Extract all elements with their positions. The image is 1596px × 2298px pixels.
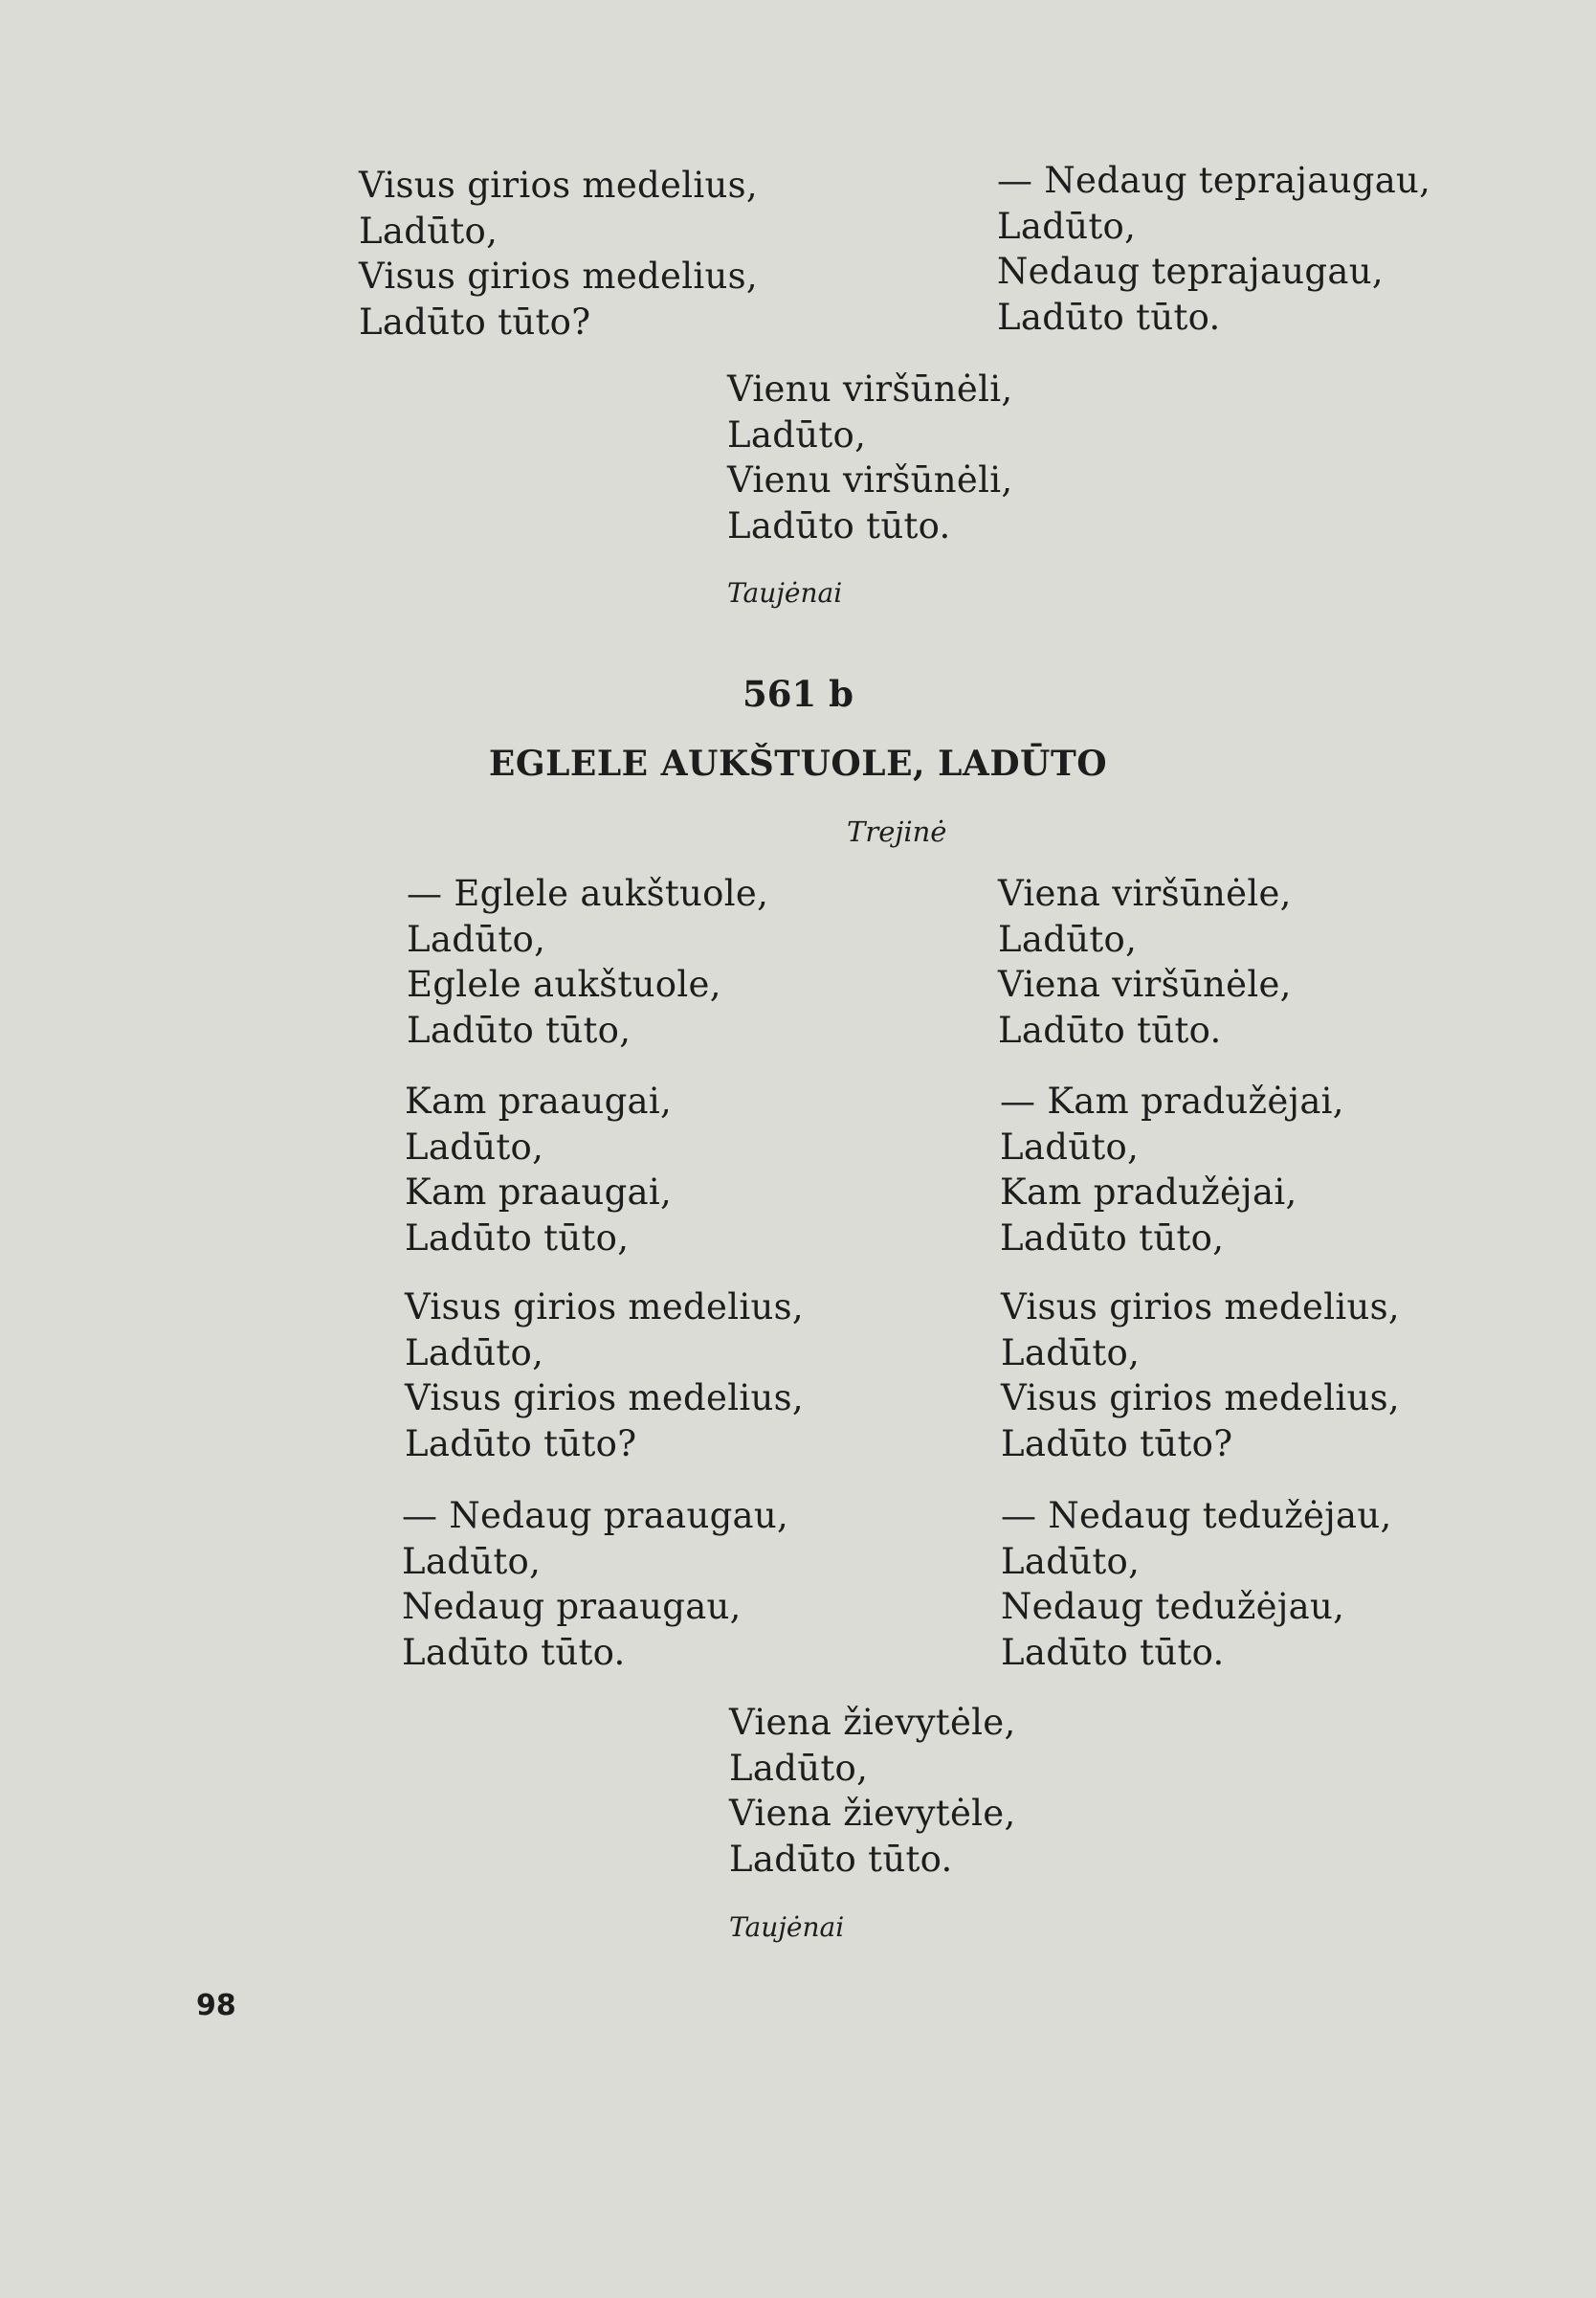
verse-line: Ladūto, bbox=[1000, 1126, 1140, 1168]
verse-line: Visus girios medelius, bbox=[1001, 1377, 1400, 1418]
verse-line: Ladūto tūto? bbox=[405, 1422, 637, 1464]
verse-line: Ladūto, bbox=[727, 413, 867, 456]
stanza-center-final bbox=[729, 1700, 1265, 1882]
stanza-right-2 bbox=[1000, 1079, 1536, 1261]
verse-line: Kam pradužėjai, bbox=[1000, 1171, 1297, 1213]
verse-line: Ladūto tūto. bbox=[729, 1838, 953, 1880]
stanza-left-1 bbox=[407, 871, 942, 1053]
stanza-left-3 bbox=[405, 1284, 941, 1466]
verse-line: Ladūto tūto, bbox=[405, 1216, 630, 1259]
verse-line: Viena žievytėle, bbox=[729, 1702, 1016, 1743]
top-stanza-left bbox=[359, 163, 895, 345]
verse-line: — Kam pradužėjai, bbox=[1000, 1081, 1344, 1122]
verse-line: Nedaug praaugau, bbox=[402, 1586, 742, 1627]
verse-line: Ladūto tūto. bbox=[1001, 1631, 1225, 1673]
verse-line: Kam praaugai, bbox=[405, 1081, 673, 1122]
verse-line: Visus girios medelius, bbox=[359, 165, 758, 206]
verse-line: Viena viršūnėle, bbox=[998, 964, 1292, 1005]
verse-line: — Eglele aukštuole, bbox=[407, 873, 769, 914]
verse-line: Nedaug tedužėjau, bbox=[1001, 1586, 1345, 1627]
top-stanza-center bbox=[727, 367, 1263, 548]
verse-line: Ladūto tūto. bbox=[998, 1009, 1222, 1051]
verse-line: Ladūto tūto. bbox=[997, 296, 1221, 338]
verse-line: Kam praaugai, bbox=[405, 1171, 673, 1213]
verse-line: Vienu viršūnėli, bbox=[727, 459, 1013, 501]
verse-line: Ladūto, bbox=[1001, 1540, 1141, 1582]
location-label: Taujėnai bbox=[727, 577, 843, 609]
verse-line: Ladūto, bbox=[407, 918, 546, 960]
verse-line: Ladūto tūto? bbox=[359, 301, 591, 343]
verse-line: — Nedaug teprajaugau, bbox=[997, 160, 1431, 201]
verse-line: — Nedaug tedužėjau, bbox=[1001, 1495, 1392, 1536]
verse-line: Eglele aukštuole, bbox=[407, 964, 721, 1005]
song-title: EGLELE AUKŠTUOLE, LADŪTO bbox=[488, 744, 1108, 784]
verse-line: Visus girios medelius, bbox=[1001, 1286, 1400, 1327]
song-number: 561 b bbox=[743, 673, 853, 715]
verse-line: Ladūto tūto, bbox=[1000, 1216, 1225, 1259]
top-stanza-right bbox=[997, 158, 1533, 340]
verse-line: Viena viršūnėle, bbox=[998, 873, 1292, 914]
stanza-left-4 bbox=[402, 1493, 938, 1675]
verse-line: Visus girios medelius, bbox=[405, 1377, 804, 1418]
stanza-right-3 bbox=[1001, 1284, 1537, 1466]
verse-line: Ladūto tūto, bbox=[407, 1009, 632, 1051]
stanza-right-1 bbox=[998, 871, 1534, 1053]
verse-line: Visus girios medelius, bbox=[359, 256, 758, 297]
verse-line: Vienu viršūnėli, bbox=[727, 368, 1013, 410]
verse-line: Ladūto, bbox=[997, 205, 1137, 247]
page-number: 98 bbox=[196, 1989, 236, 2022]
verse-line: Ladūto, bbox=[1001, 1331, 1141, 1373]
verse-line: Ladūto, bbox=[405, 1331, 544, 1373]
verse-line: Viena žievytėle, bbox=[729, 1793, 1016, 1834]
song-subtitle: Trejinė bbox=[847, 815, 947, 848]
verse-line: Ladūto tūto? bbox=[1001, 1422, 1233, 1464]
verse-line: Nedaug teprajaugau, bbox=[997, 251, 1384, 292]
stanza-right-4 bbox=[1001, 1493, 1537, 1675]
verse-line: — Nedaug praaugau, bbox=[402, 1495, 789, 1536]
stanza-left-2 bbox=[405, 1079, 941, 1261]
verse-line: Ladūto tūto. bbox=[727, 504, 951, 547]
verse-line: Ladūto, bbox=[405, 1126, 544, 1168]
verse-line: Ladūto, bbox=[998, 918, 1138, 960]
location-label: Taujėnai bbox=[729, 1911, 845, 1943]
verse-line: Ladūto, bbox=[729, 1747, 869, 1789]
verse-line: Visus girios medelius, bbox=[405, 1286, 804, 1327]
verse-line: Ladūto, bbox=[359, 210, 499, 252]
verse-line: Ladūto, bbox=[402, 1540, 542, 1582]
verse-line: Ladūto tūto. bbox=[402, 1631, 626, 1673]
